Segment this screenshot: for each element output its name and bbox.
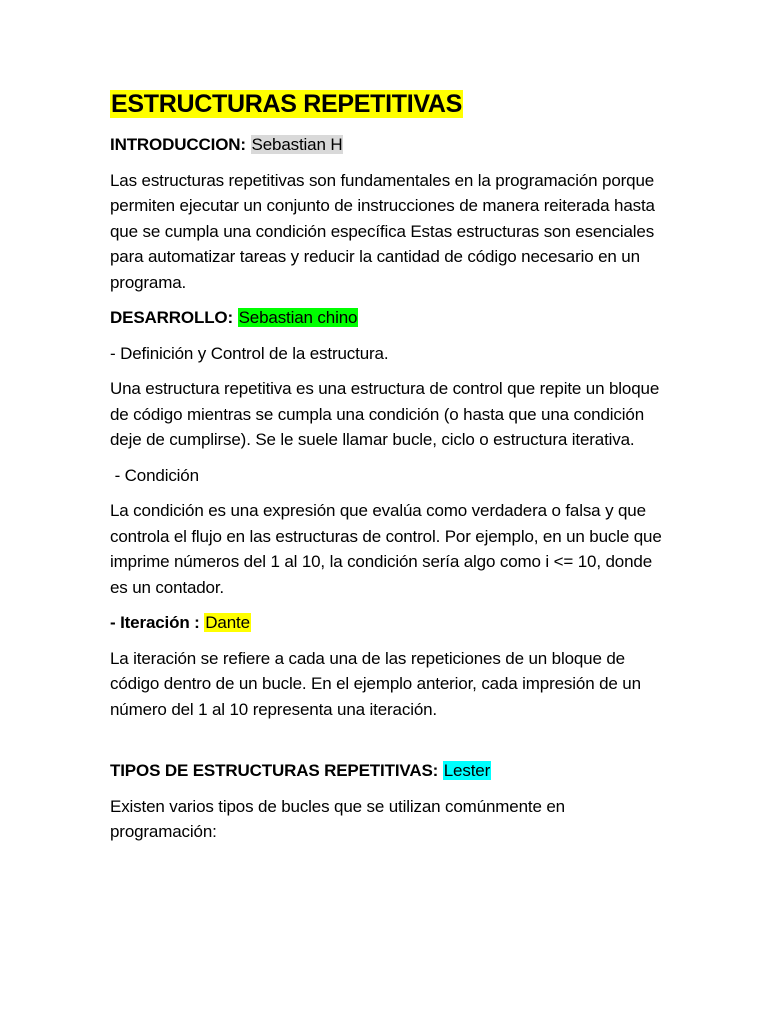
desarrollo-heading xyxy=(110,305,670,331)
title-highlight: ESTRUCTURAS REPETITIVAS xyxy=(111,90,462,118)
intro-paragraph: Las estructuras repetitivas son fundamentales en la programación porque permiten ejecutar un conjunto de instrucciones de manera reiterada hasta que se cumpla una condición específica Estas estructuras son esenciales para automatizar tareas y reducir la cantidad de código necesario en un programa. xyxy=(110,170,655,292)
tipos-heading xyxy=(110,758,670,784)
tipos-label: TIPOS DE ESTRUCTURAS REPETITIVAS: xyxy=(110,761,439,780)
iteracion-author: Dante xyxy=(205,613,250,632)
condicion-subheading: - Condición xyxy=(110,465,199,485)
blank-line xyxy=(110,732,670,758)
iteracion-heading xyxy=(110,610,670,636)
definicion-subheading: - Definición y Control de la estructura. xyxy=(110,343,389,363)
intro-author: Sebastian H xyxy=(251,135,343,154)
desarrollo-author: Sebastian chino xyxy=(238,308,358,327)
desarrollo-label: DESARROLLO: xyxy=(110,308,234,327)
document-page xyxy=(110,88,670,855)
intro-label: INTRODUCCION: xyxy=(110,135,246,154)
definicion-paragraph: Una estructura repetitiva es una estructura de control que repite un bloque de código mientras se cumpla una condición (o hasta que una condición deje de cumplirse). Se le suele llamar bucle, ciclo o estructura iterativa. xyxy=(110,379,660,449)
condicion-paragraph: La condición es una expresión que evalúa como verdadera o falsa y que controla el flujo en las estructuras de control. Por ejemplo, en un bucle que imprime números del 1 al 10, la condición sería algo como i <= 10, donde es un contador. xyxy=(110,501,662,597)
intro-heading xyxy=(110,132,670,158)
tipos-paragraph: Existen varios tipos de bucles que se utilizan comúnmente en programación: xyxy=(110,796,565,841)
document-title xyxy=(110,88,670,120)
iteracion-paragraph: La iteración se refiere a cada una de las repeticiones de un bloque de código dentro de un bucle. En el ejemplo anterior, cada impresión de un número del 1 al 10 representa una iteración. xyxy=(110,648,641,719)
tipos-author: Lester xyxy=(443,761,491,780)
iteracion-label: - Iteración : xyxy=(110,613,200,632)
